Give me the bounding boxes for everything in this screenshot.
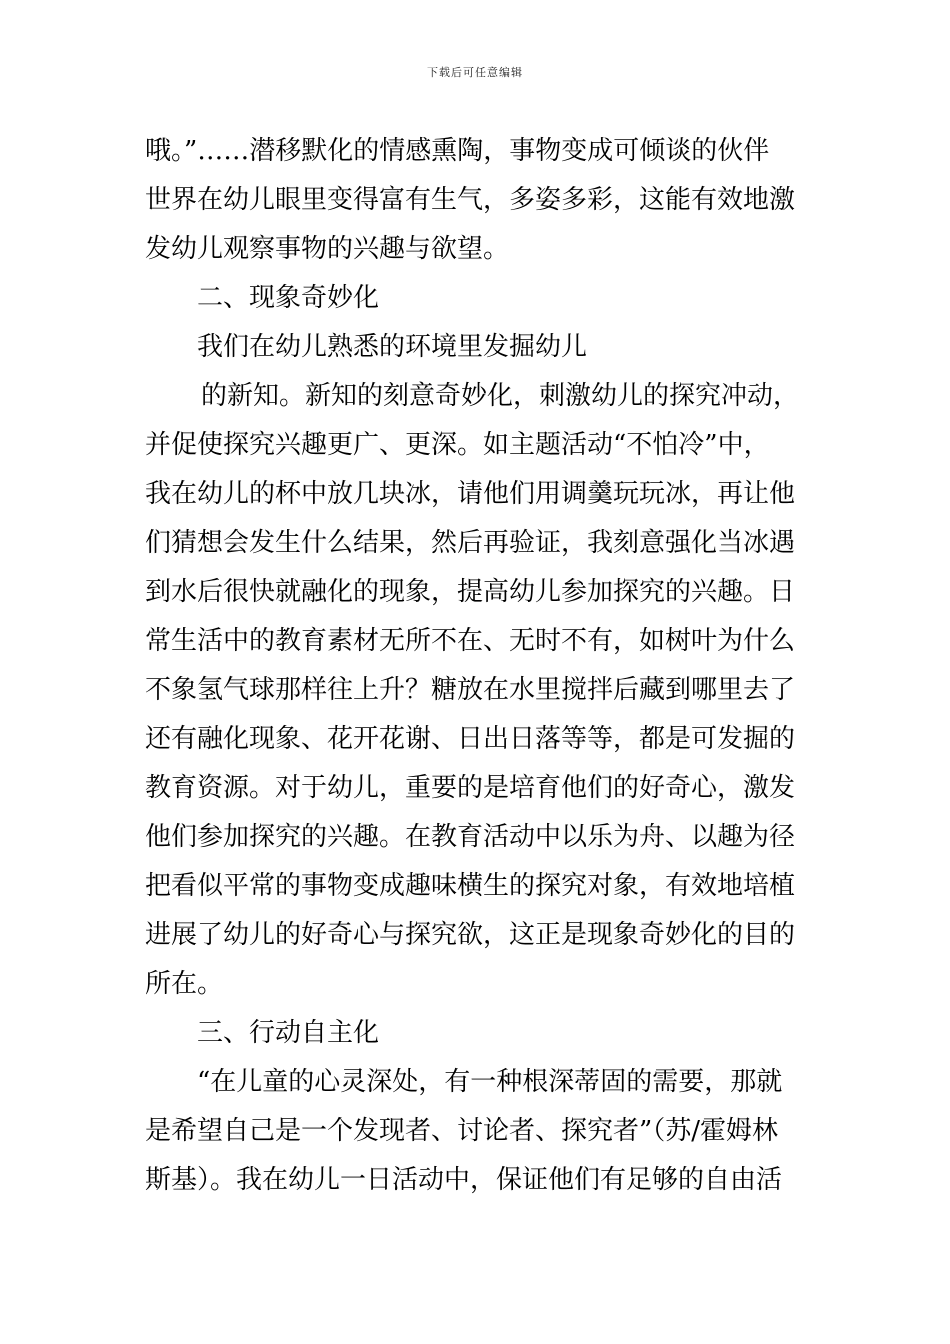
text-line: 斯基）。我在幼儿一日活动中，保证他们有足够的自由活 [145,1165,783,1195]
text-line: 发幼儿观察事物的兴趣与欲望。 [145,234,510,264]
text-line: 教育资源。对于幼儿，重要的是培育他们的好奇心，激发 [145,773,796,803]
text-line: 所在。 [145,969,224,999]
text-line: 是希望自己是一个发现者、讨论者、探究者”（苏/霍姆林 [145,1116,779,1146]
text-line: 把看似平常的事物变成趣味横生的探究对象，有效地培植 [145,871,796,901]
text-line: 我们在幼儿熟悉的环境里发掘幼儿 [197,332,588,362]
text-line: 哦。”……潜移默化的情感熏陶，事物变成可倾谈的伙伴 [145,136,770,166]
text-line: 我在幼儿的杯中放几块冰，请他们用调羹玩玩冰，再让他 [145,479,796,509]
text-line: 的新知。新知的刻意奇妙化，刺激幼儿的探究冲动， [201,381,800,411]
text-line: 并促使探究兴趣更广、更深。如主题活动“不怕冷”中， [145,430,770,460]
text-line: 不象氢气球那样往上升？糖放在水里搅拌后藏到哪里去了 [145,675,796,705]
text-line: 们猜想会发生什么结果，然后再验证，我刻意强化当冰遇 [145,528,796,558]
document-body [145,127,810,1205]
text-line: 常生活中的教育素材无所不在、无时不有，如树叶为什么 [145,626,796,656]
text-line: 世界在幼儿眼里变得富有生气，多姿多彩，这能有效地激 [145,185,796,215]
text-line: 到水后很快就融化的现象，提高幼儿参加探究的兴趣。日 [145,577,796,607]
section-heading: 三、行动自主化 [197,1018,380,1048]
page-header: 下载后可任意编辑 [427,66,523,79]
text-line: 他们参加探究的兴趣。在教育活动中以乐为舟、以趣为径 [145,822,796,852]
text-line: 进展了幼儿的好奇心与探究欲，这正是现象奇妙化的目的 [145,920,796,950]
text-line: “在儿童的心灵深处，有一种根深蒂固的需要，那就 [197,1067,783,1097]
text-line: 还有融化现象、花开花谢、日出日落等等，都是可发掘的 [145,724,796,754]
section-heading: 二、现象奇妙化 [197,283,380,313]
